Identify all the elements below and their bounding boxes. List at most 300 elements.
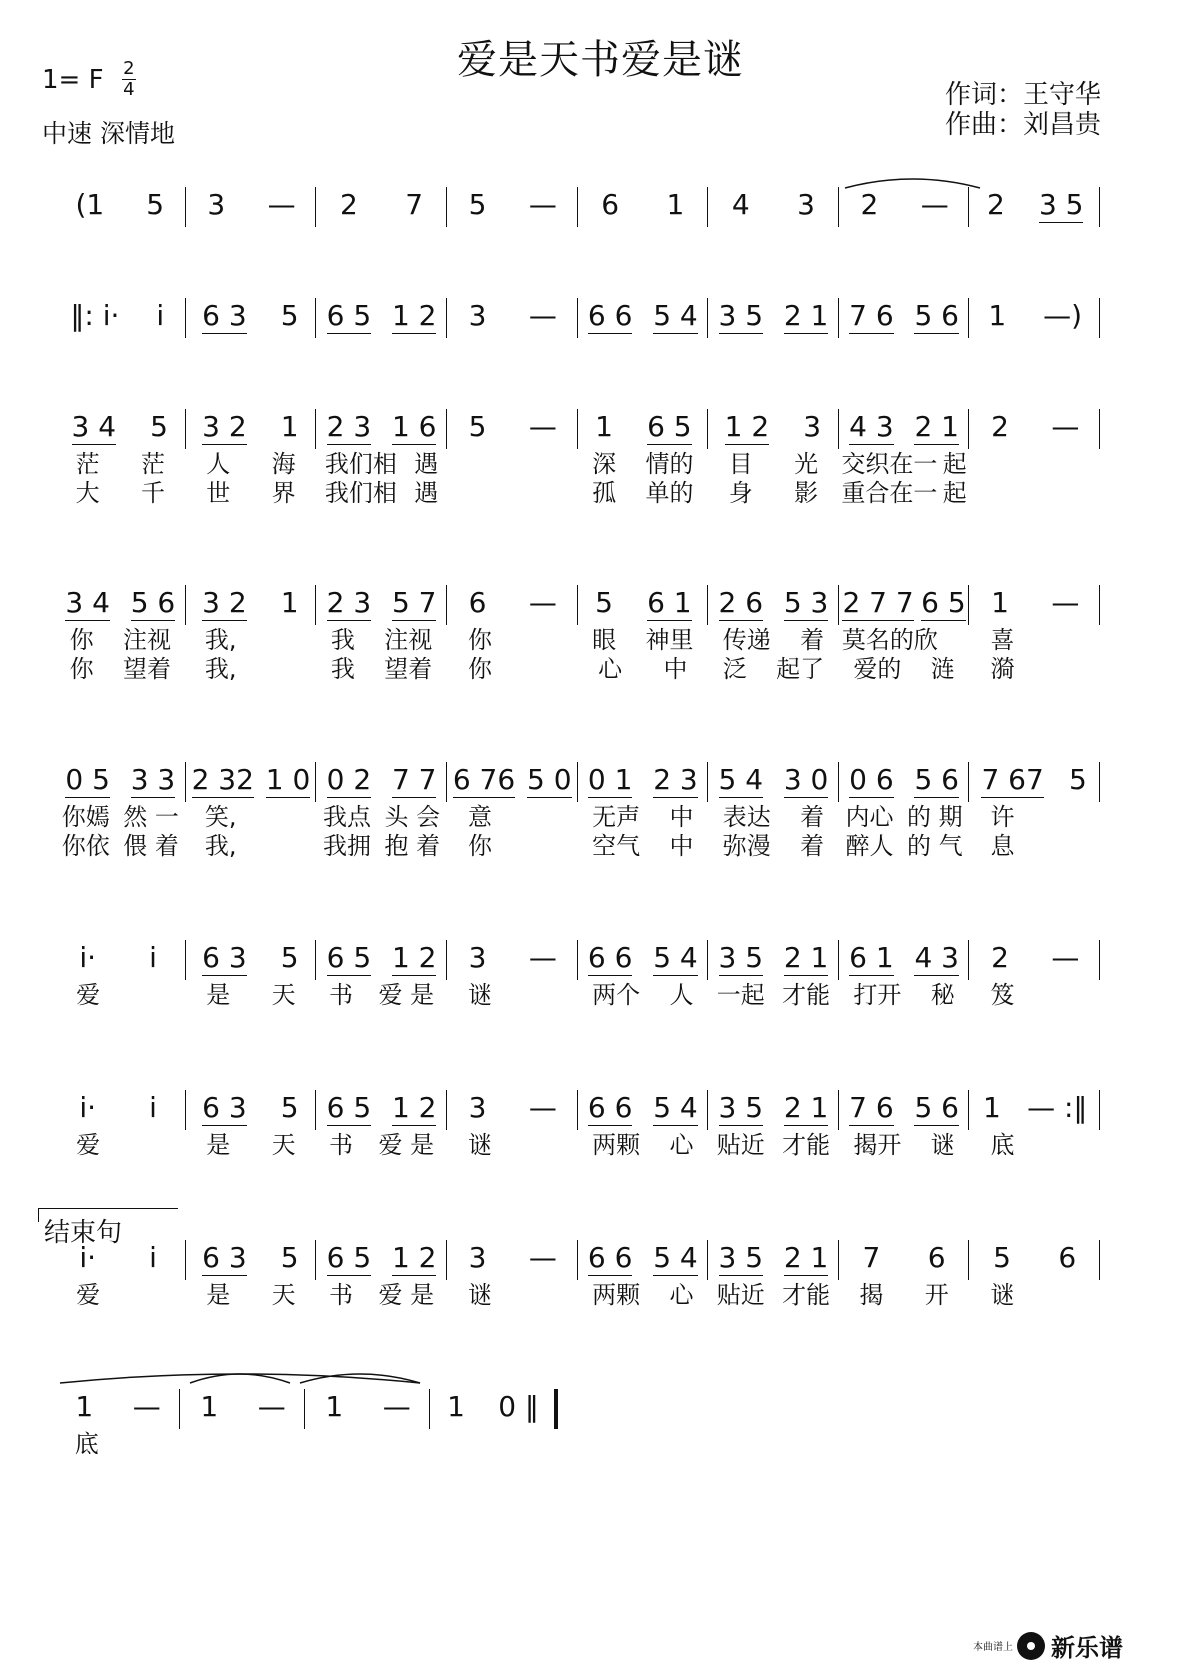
note-group: 3 bbox=[468, 1241, 487, 1274]
lyric-measure bbox=[305, 1429, 430, 1461]
note-group: 2 bbox=[991, 941, 1009, 974]
lyric-syllable: 你 bbox=[468, 832, 493, 860]
note-group: 1 bbox=[983, 1091, 1001, 1124]
note-group: 1 bbox=[666, 188, 685, 221]
lyric-measure bbox=[447, 625, 578, 657]
lyric-measure bbox=[55, 1280, 186, 1312]
note-group: 5 bbox=[993, 1241, 1011, 1274]
lyric-syllable: 两个 bbox=[592, 981, 641, 1009]
lyric-syllable: 谜 bbox=[930, 1131, 955, 1159]
lyric-measure bbox=[430, 1429, 555, 1461]
lyric-syllable: 你 bbox=[69, 626, 94, 654]
note-group: 6 1 bbox=[849, 938, 894, 978]
lyric-syllable: 爱 是 bbox=[378, 981, 435, 1009]
lyric-measure bbox=[969, 478, 1100, 510]
note-group: 1 0 bbox=[266, 760, 311, 800]
note-group: 1 2 bbox=[392, 938, 437, 978]
lyric-syllable: 千 bbox=[140, 479, 165, 507]
lyric-syllable: 贴近 bbox=[716, 1281, 765, 1309]
note-group: 3 5 bbox=[719, 938, 764, 978]
lyric-measure bbox=[316, 1130, 447, 1162]
note-group: 7 6 bbox=[849, 1088, 894, 1128]
bar-line bbox=[1099, 187, 1100, 227]
lyric-syllable: 泛 bbox=[722, 655, 747, 683]
lyric-measure bbox=[316, 980, 447, 1012]
lyric-syllable: 内心 bbox=[845, 803, 894, 831]
note-group: 7 67 bbox=[981, 760, 1043, 800]
lyric-measure bbox=[55, 625, 186, 657]
lyric-syllable: 空气 bbox=[592, 832, 641, 860]
lyric-syllable: 是 bbox=[206, 981, 231, 1009]
note-group: 6 5 bbox=[647, 407, 692, 447]
lyric-measure bbox=[55, 980, 186, 1012]
lyric-syllable: 漪 bbox=[990, 655, 1015, 683]
slur-arc bbox=[190, 1374, 290, 1383]
note-group: 2 bbox=[986, 188, 1005, 221]
note-group: 6 76 bbox=[453, 760, 515, 800]
note-group: —) bbox=[1043, 299, 1083, 332]
note-group: 3 3 bbox=[131, 760, 176, 800]
note-group: 5 4 bbox=[653, 296, 698, 336]
lyric-syllable: 书 bbox=[328, 1281, 353, 1309]
note-group: 2 1 bbox=[784, 296, 829, 336]
note-group: 1 2 bbox=[392, 1088, 437, 1128]
note-group: 6 bbox=[601, 188, 620, 221]
lyric-syllable: 望着 bbox=[122, 655, 171, 683]
lyric-measure bbox=[186, 802, 317, 834]
key-tempo-block bbox=[42, 60, 175, 149]
lyric-measure bbox=[839, 1280, 970, 1312]
lyric-measure bbox=[578, 1280, 709, 1312]
note-group: 6 1 bbox=[647, 583, 692, 623]
lyric-measure bbox=[969, 831, 1100, 863]
lyric-syllable: 莫名的欣 bbox=[841, 626, 938, 654]
note-group: (1 bbox=[75, 188, 105, 221]
lyric-syllable: 我点 bbox=[322, 803, 371, 831]
lyric-measure bbox=[969, 1280, 1100, 1312]
lyric-measure bbox=[55, 654, 186, 686]
disc-icon bbox=[1017, 1632, 1045, 1660]
note-group: 5 4 bbox=[653, 938, 698, 978]
lyric-measure bbox=[708, 831, 839, 863]
lyric-measure bbox=[708, 802, 839, 834]
lyric-syllable: 偎 着 bbox=[123, 832, 179, 860]
lyric-syllable: 目 bbox=[728, 450, 753, 478]
note-group: 3 bbox=[468, 299, 487, 332]
lyric-measure bbox=[55, 449, 186, 481]
lyric-syllable: 揭开 bbox=[853, 1131, 902, 1159]
note-group: 3 bbox=[803, 410, 822, 443]
lyric-syllable: 影 bbox=[794, 479, 819, 507]
lyric-measure bbox=[316, 449, 447, 481]
note-group: 3 bbox=[797, 188, 815, 221]
measure bbox=[55, 296, 186, 352]
time-signature-bottom: 4 bbox=[123, 79, 135, 100]
lyric-measure bbox=[708, 980, 839, 1012]
lyric-syllable: 爱 bbox=[76, 1131, 101, 1159]
lyric-line bbox=[55, 831, 1100, 863]
note-group: 2 bbox=[991, 410, 1009, 443]
note-group: 2 32 bbox=[192, 760, 254, 800]
lyric-measure bbox=[55, 802, 186, 834]
lyric-measure bbox=[186, 980, 317, 1012]
song-title: 爱是天书爱是谜 bbox=[457, 37, 744, 83]
lyric-syllable: 你 bbox=[468, 655, 493, 683]
lyric-syllable: 底 bbox=[990, 1131, 1015, 1159]
note-group: 2 1 bbox=[784, 1088, 829, 1128]
lyric-syllable: 心 bbox=[669, 1131, 694, 1159]
note-group: 3 bbox=[468, 1091, 487, 1124]
lyric-syllable: 你 bbox=[69, 655, 94, 683]
note-group: 6 5 bbox=[921, 583, 966, 623]
note-group: — bbox=[528, 1241, 557, 1274]
measure bbox=[316, 185, 447, 241]
lyric-measure bbox=[316, 654, 447, 686]
tempo-marking: 中速 深情地 bbox=[42, 119, 175, 148]
note-group: ‖: i· bbox=[70, 299, 120, 332]
lyric-syllable: 底 bbox=[74, 1430, 99, 1458]
lyric-syllable: 谜 bbox=[468, 981, 493, 1009]
lyric-syllable: 许 bbox=[990, 803, 1015, 831]
measure bbox=[839, 296, 970, 352]
note-group: — bbox=[528, 941, 557, 974]
lyric-measure bbox=[55, 478, 186, 510]
lyric-syllable: 我们相 bbox=[324, 450, 397, 478]
note-group: 7 bbox=[862, 1241, 881, 1274]
composer-name: 刘昌贵 bbox=[1022, 110, 1101, 140]
lyric-measure bbox=[186, 831, 317, 863]
lyric-measure bbox=[839, 654, 970, 686]
note-group: — bbox=[382, 1390, 411, 1423]
note-group: 6 6 bbox=[588, 296, 633, 336]
lyric-syllable: 着 bbox=[800, 832, 825, 860]
lyric-syllable: 天 bbox=[271, 1281, 296, 1309]
note-group: 3 bbox=[207, 188, 226, 221]
lyric-line bbox=[55, 625, 1100, 657]
lyric-measure bbox=[578, 831, 709, 863]
note-group: 6 bbox=[468, 586, 487, 619]
note-group: — bbox=[1051, 586, 1080, 619]
lyric-syllable: 是 bbox=[206, 1131, 231, 1159]
measure bbox=[316, 296, 447, 352]
lyric-measure bbox=[578, 654, 709, 686]
lyric-line bbox=[55, 1429, 555, 1461]
brand-logo bbox=[973, 1628, 1123, 1663]
lyric-syllable: 起 bbox=[942, 479, 967, 507]
lyric-syllable: 望着 bbox=[384, 655, 433, 683]
note-group: 1 bbox=[200, 1390, 219, 1423]
lyric-measure bbox=[839, 980, 970, 1012]
note-group: i· bbox=[79, 1091, 96, 1124]
lyric-syllable: 世 bbox=[206, 479, 231, 507]
bar-line bbox=[1099, 1090, 1100, 1130]
lyric-syllable: 我 bbox=[330, 655, 355, 683]
note-group: i bbox=[149, 941, 157, 974]
lyric-syllable: 两颗 bbox=[592, 1281, 641, 1309]
note-group: 0 ‖ bbox=[498, 1390, 539, 1423]
note-group: 0 2 bbox=[327, 760, 372, 800]
measure bbox=[186, 185, 317, 241]
time-signature-top: 2 bbox=[123, 58, 135, 79]
note-group: 0 1 bbox=[588, 760, 633, 800]
lyric-measure bbox=[969, 980, 1100, 1012]
note-group: 4 3 bbox=[849, 407, 894, 447]
lyric-measure bbox=[578, 802, 709, 834]
lyric-measure bbox=[316, 831, 447, 863]
lyric-syllable: 心 bbox=[669, 1281, 694, 1309]
note-group: 1 bbox=[991, 586, 1009, 619]
lyric-syllable: 情的 bbox=[645, 450, 694, 478]
lyric-syllable: 天 bbox=[271, 981, 296, 1009]
lyric-measure bbox=[578, 980, 709, 1012]
measure bbox=[839, 185, 970, 241]
lyric-syllable: 揭 bbox=[859, 1281, 884, 1309]
measure bbox=[186, 296, 317, 352]
note-group: — bbox=[132, 1390, 161, 1423]
lyric-syllable: 深 bbox=[592, 450, 617, 478]
note-group: 5 bbox=[150, 410, 168, 443]
lyric-syllable: 我, bbox=[204, 626, 237, 654]
lyric-syllable: 表达 bbox=[722, 803, 771, 831]
lyric-measure bbox=[447, 1280, 578, 1312]
lyric-measure bbox=[180, 1429, 305, 1461]
lyric-syllable: 人 bbox=[669, 981, 694, 1009]
lyric-measure bbox=[316, 1280, 447, 1312]
lyric-measure bbox=[708, 1130, 839, 1162]
lyric-syllable: 海 bbox=[271, 450, 296, 478]
lyric-measure bbox=[839, 802, 970, 834]
bar-line bbox=[1099, 762, 1100, 802]
note-group: 5 4 bbox=[719, 760, 764, 800]
note-group: 1 bbox=[280, 586, 299, 619]
lyric-syllable: 醉人 bbox=[845, 832, 894, 860]
note-group: 3 4 bbox=[65, 583, 110, 623]
lyric-syllable: 孤 bbox=[592, 479, 617, 507]
lyric-syllable: 传递 bbox=[722, 626, 771, 654]
lyric-syllable: 我, bbox=[204, 832, 237, 860]
lyric-syllable: 爱的 bbox=[853, 655, 902, 683]
lyric-measure bbox=[316, 478, 447, 510]
lyric-syllable: 无声 bbox=[592, 803, 641, 831]
lyric-syllable: 我, bbox=[204, 655, 237, 683]
note-group: 6 3 bbox=[202, 1088, 247, 1128]
note-group: 0 5 bbox=[65, 760, 110, 800]
note-group: 6 3 bbox=[202, 296, 247, 336]
lyric-line bbox=[55, 980, 1100, 1012]
lyric-measure bbox=[447, 980, 578, 1012]
lyric-syllable: 书 bbox=[328, 1131, 353, 1159]
lyric-syllable: 中 bbox=[669, 832, 694, 860]
lyric-line bbox=[55, 1130, 1100, 1162]
key-signature: 1= F bbox=[42, 64, 104, 95]
lyric-syllable: 头 会 bbox=[384, 803, 441, 831]
lyric-measure bbox=[969, 1130, 1100, 1162]
note-group: — bbox=[528, 410, 557, 443]
note-group: 5 6 bbox=[914, 296, 959, 336]
lyric-syllable: 笈 bbox=[990, 981, 1015, 1009]
lyric-syllable: 谜 bbox=[990, 1281, 1015, 1309]
note-group: 6 5 bbox=[327, 1088, 372, 1128]
lyric-syllable: 的 气 bbox=[906, 832, 963, 860]
lyric-syllable: 茫 bbox=[140, 450, 165, 478]
note-group: 5 bbox=[280, 941, 299, 974]
lyric-syllable: 茫 bbox=[75, 450, 100, 478]
lyric-syllable: 中 bbox=[669, 803, 694, 831]
note-group: 2 1 bbox=[784, 938, 829, 978]
lyric-measure bbox=[708, 478, 839, 510]
measure bbox=[578, 296, 709, 352]
lyric-measure bbox=[55, 831, 186, 863]
staff-system bbox=[55, 185, 1100, 241]
lyric-syllable: 爱 是 bbox=[378, 1131, 435, 1159]
note-group: 6 6 bbox=[588, 938, 633, 978]
bar-line bbox=[554, 1389, 558, 1429]
note-group: — bbox=[257, 1390, 286, 1423]
note-group: 2 bbox=[860, 188, 879, 221]
lyric-syllable: 人 bbox=[206, 450, 231, 478]
lyric-measure bbox=[839, 1130, 970, 1162]
lyric-measure bbox=[55, 1130, 186, 1162]
note-group: 1 bbox=[595, 410, 613, 443]
lyric-syllable: 涟 bbox=[930, 655, 955, 683]
lyric-measure bbox=[316, 625, 447, 657]
note-group: 5 bbox=[595, 586, 613, 619]
lyric-syllable: 然 一 bbox=[123, 803, 179, 831]
note-group: 2 bbox=[339, 188, 358, 221]
note-group: 6 3 bbox=[202, 938, 247, 978]
note-group: 5 bbox=[280, 1091, 299, 1124]
lyric-measure bbox=[578, 1130, 709, 1162]
lyric-measure bbox=[969, 802, 1100, 834]
note-group: 2 1 bbox=[914, 407, 959, 447]
note-group: 2 3 bbox=[653, 760, 698, 800]
lyric-measure bbox=[316, 802, 447, 834]
lyric-measure bbox=[447, 831, 578, 863]
note-group: 4 3 bbox=[914, 938, 959, 978]
lyric-syllable: 起 bbox=[942, 450, 967, 478]
lyric-syllable: 一起 bbox=[716, 981, 765, 1009]
lyric-syllable: 爱 是 bbox=[378, 1281, 435, 1309]
note-group: 5 bbox=[468, 188, 487, 221]
lyric-syllable: 才能 bbox=[782, 981, 831, 1009]
lyric-measure bbox=[186, 1280, 317, 1312]
measure bbox=[708, 296, 839, 352]
lyric-syllable: 重合在一 bbox=[841, 479, 938, 507]
note-group: — bbox=[528, 1091, 557, 1124]
lyric-syllable: 遇 bbox=[414, 479, 439, 507]
note-group: 7 7 bbox=[392, 760, 437, 800]
brand-name: 新乐谱 bbox=[1051, 1634, 1123, 1662]
composer-label: 作曲： bbox=[944, 110, 1023, 140]
lyric-syllable: 着 bbox=[800, 626, 825, 654]
time-signature bbox=[122, 60, 136, 99]
lyric-syllable: 身 bbox=[728, 479, 753, 507]
lyric-line bbox=[55, 1280, 1100, 1312]
lyric-measure bbox=[447, 654, 578, 686]
note-group: 3 bbox=[468, 941, 487, 974]
note-group: — :‖ bbox=[1027, 1091, 1088, 1124]
lyric-measure bbox=[969, 449, 1100, 481]
note-group: — bbox=[1051, 941, 1080, 974]
lyric-measure bbox=[839, 478, 970, 510]
slur-arc bbox=[60, 1374, 420, 1383]
note-group: 4 bbox=[731, 188, 750, 221]
staff-system bbox=[55, 296, 1100, 352]
note-group: 6 3 bbox=[202, 1238, 247, 1278]
bar-line bbox=[1099, 298, 1100, 338]
lyric-syllable: 你 bbox=[468, 626, 493, 654]
lyric-syllable: 你依 bbox=[61, 832, 110, 860]
lyric-syllable: 抱 着 bbox=[384, 832, 441, 860]
lyric-syllable: 是 bbox=[206, 1281, 231, 1309]
lyric-syllable: 中 bbox=[663, 655, 688, 683]
note-group: 1 bbox=[280, 410, 299, 443]
lyric-syllable: 意 bbox=[468, 803, 493, 831]
lyric-syllable: 我 bbox=[330, 626, 355, 654]
composer-line bbox=[945, 110, 1101, 140]
lyric-measure bbox=[708, 654, 839, 686]
note-group: 7 6 bbox=[849, 296, 894, 336]
bar-line bbox=[1099, 585, 1100, 625]
lyric-measure bbox=[186, 625, 317, 657]
lyricist-name: 王守华 bbox=[1022, 80, 1101, 110]
bar-line bbox=[1099, 409, 1100, 449]
lyric-syllable: 书 bbox=[328, 981, 353, 1009]
measure bbox=[578, 185, 709, 241]
lyric-syllable: 界 bbox=[271, 479, 296, 507]
lyric-syllable: 贴近 bbox=[716, 1131, 765, 1159]
lyric-syllable: 你嫣 bbox=[61, 803, 110, 831]
lyric-line bbox=[55, 449, 1100, 481]
note-group: 5 bbox=[146, 188, 165, 221]
note-group: 5 bbox=[280, 299, 299, 332]
note-group: 6 bbox=[1058, 1241, 1077, 1274]
note-group: 5 bbox=[1069, 763, 1087, 796]
lyric-measure bbox=[708, 1280, 839, 1312]
note-group: 3 4 bbox=[72, 407, 117, 447]
source-caption: 本曲谱上 bbox=[973, 1642, 1013, 1653]
lyric-syllable: 笑, bbox=[204, 803, 237, 831]
note-group: 2 3 bbox=[327, 583, 372, 623]
lyric-measure bbox=[447, 802, 578, 834]
note-group: 3 2 bbox=[202, 583, 247, 623]
lyric-line bbox=[55, 478, 1100, 510]
lyric-measure bbox=[186, 654, 317, 686]
lyric-syllable: 喜 bbox=[990, 626, 1015, 654]
note-group: 3 5 bbox=[1039, 185, 1084, 225]
note-group: i bbox=[149, 1091, 157, 1124]
lyric-syllable: 我们相 bbox=[324, 479, 397, 507]
lyric-syllable: 心 bbox=[598, 655, 623, 683]
lyric-syllable: 眼 bbox=[592, 626, 617, 654]
lyric-syllable: 弥漫 bbox=[722, 832, 771, 860]
measure bbox=[969, 185, 1100, 241]
note-group: 7 bbox=[405, 188, 424, 221]
note-group: 3 2 bbox=[202, 407, 247, 447]
lyric-measure bbox=[578, 449, 709, 481]
note-group: 6 6 bbox=[588, 1238, 633, 1278]
note-group: 1 bbox=[447, 1390, 465, 1423]
note-group: 1 6 bbox=[392, 407, 437, 447]
lyric-syllable: 起了 bbox=[776, 655, 825, 683]
note-group: — bbox=[528, 586, 557, 619]
note-group: — bbox=[1051, 410, 1080, 443]
lyric-measure bbox=[969, 654, 1100, 686]
lyric-line bbox=[55, 654, 1100, 686]
note-group: 5 0 bbox=[527, 760, 572, 800]
lyric-measure bbox=[969, 625, 1100, 657]
note-group: 5 6 bbox=[914, 1088, 959, 1128]
